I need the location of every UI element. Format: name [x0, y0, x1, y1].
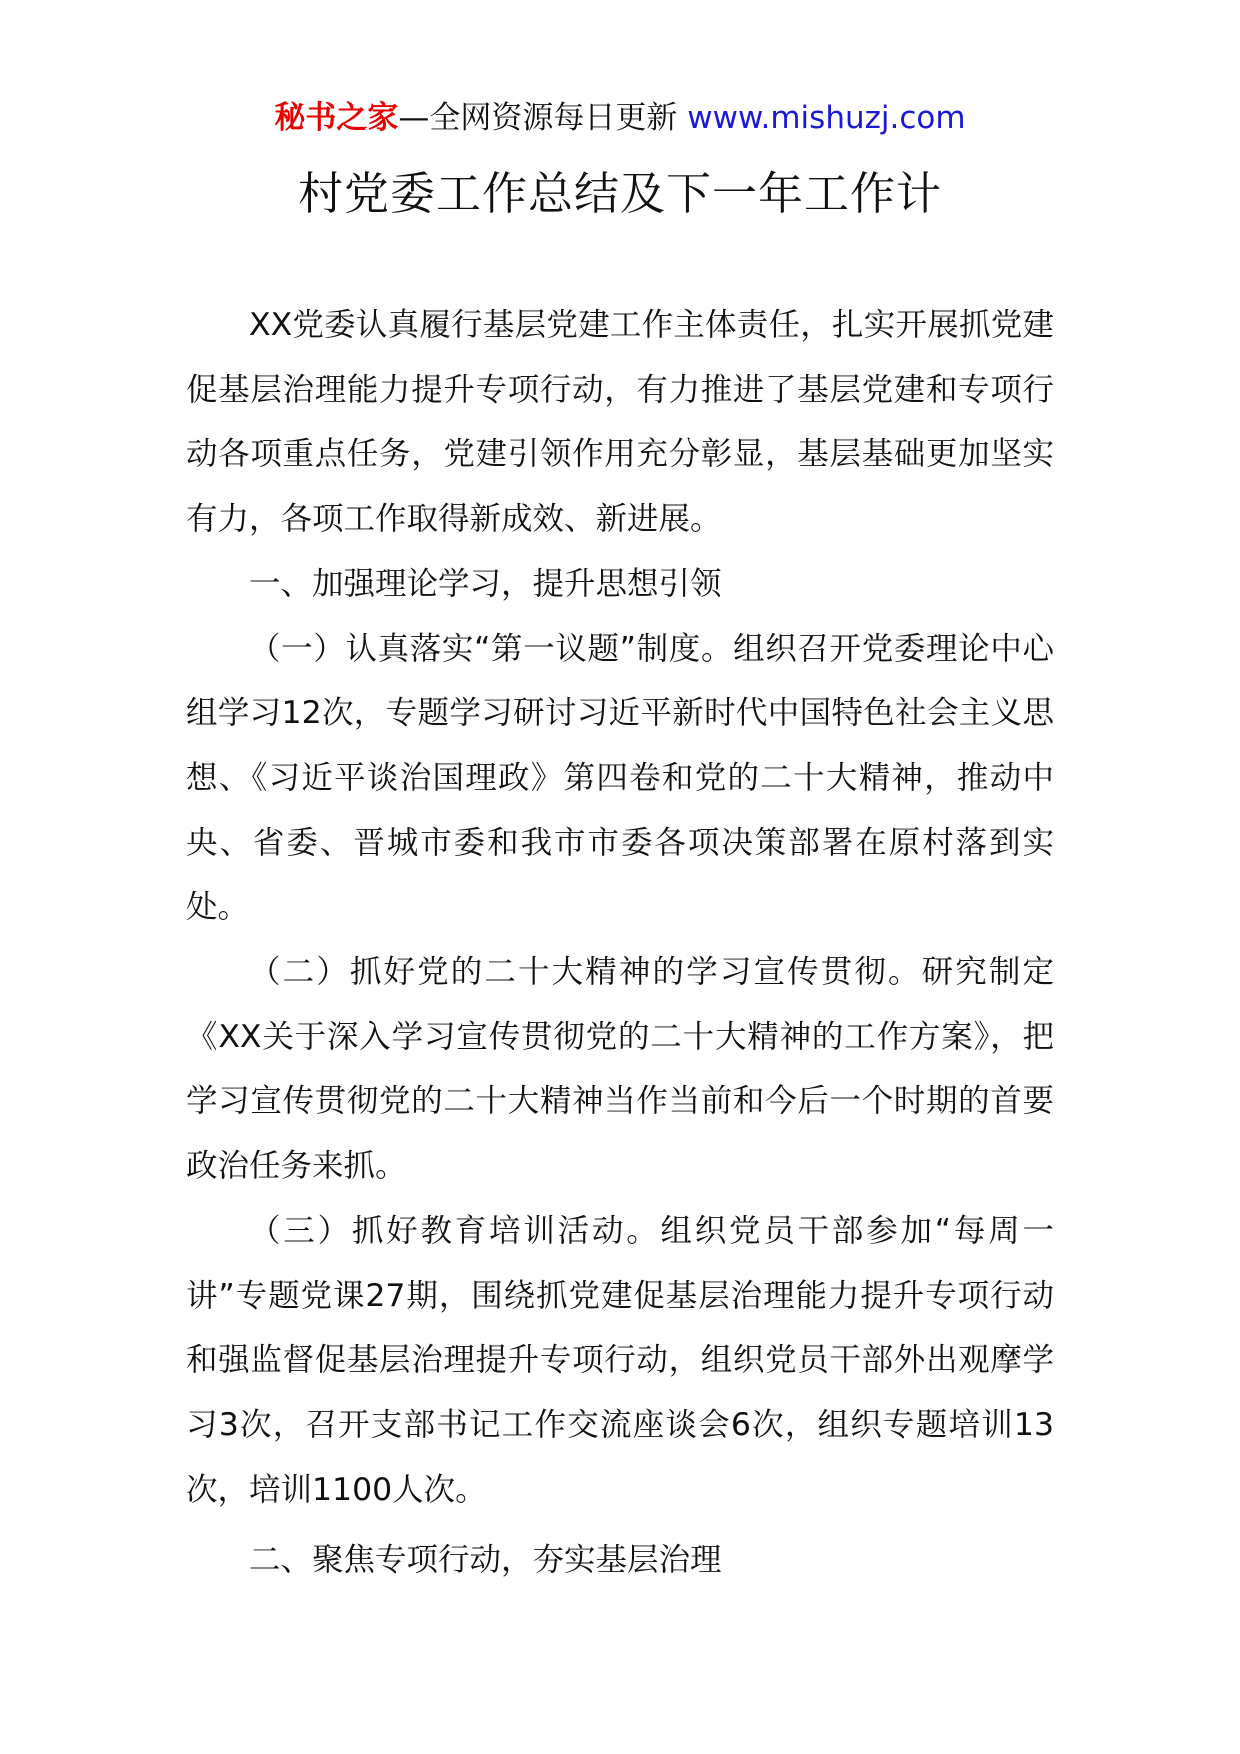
- section-1-item-3: （三）抓好教育培训活动。组织党员干部参加“每周一讲”专题党课27期，围绕抓党建促基层治理能力提升专项行动和强监督促基层治理提升专项行动，组织党员干部外出观摩学习3次，召开支部书记工作交流座谈会6次，组织专题培训13次，培训1100人次。: [186, 1212, 1054, 1508]
- brand-name: 秘书之家: [274, 100, 399, 136]
- section-1-item-2: （二）抓好党的二十大精神的学习宣传贯彻。研究制定《XX关于深入学习宣传贯彻党的二十大精神的工作方案》，把学习宣传贯彻党的二十大精神当作当前和今后一个时期的首要政治任务来抓。: [186, 954, 1054, 1185]
- header-tagline: —全网资源每日更新: [398, 100, 678, 136]
- site-header: [0, 98, 1240, 138]
- intro-paragraph: XX党委认真履行基层党建工作主体责任，扎实开展抓党建促基层治理能力提升专项行动，有力推进了基层党建和专项行动各项重点任务，党建引领作用充分彰显，基层基础更加坚实有力，各项工作取得新成效、新进展。: [186, 307, 1054, 538]
- document-title: 村党委工作总结及下一年工作计: [297, 167, 942, 220]
- document-body: [186, 293, 1054, 1593]
- section-heading-1: 一、加强理论学习，提升思想引领: [249, 565, 722, 602]
- section-heading-2: 二、聚焦专项行动，夯实基层治理: [249, 1542, 722, 1579]
- site-url-link[interactable]: www.mishuzj.com: [687, 100, 966, 136]
- section-1-item-1: （一）认真落实“第一议题”制度。组织召开党委理论中心组学习12次，专题学习研讨习近平新时代中国特色社会主义思想、《习近平谈治国理政》第四卷和党的二十大精神，推动中央、省委、晋城市委和我市市委各项决策部署在原村落到实处。: [186, 630, 1054, 926]
